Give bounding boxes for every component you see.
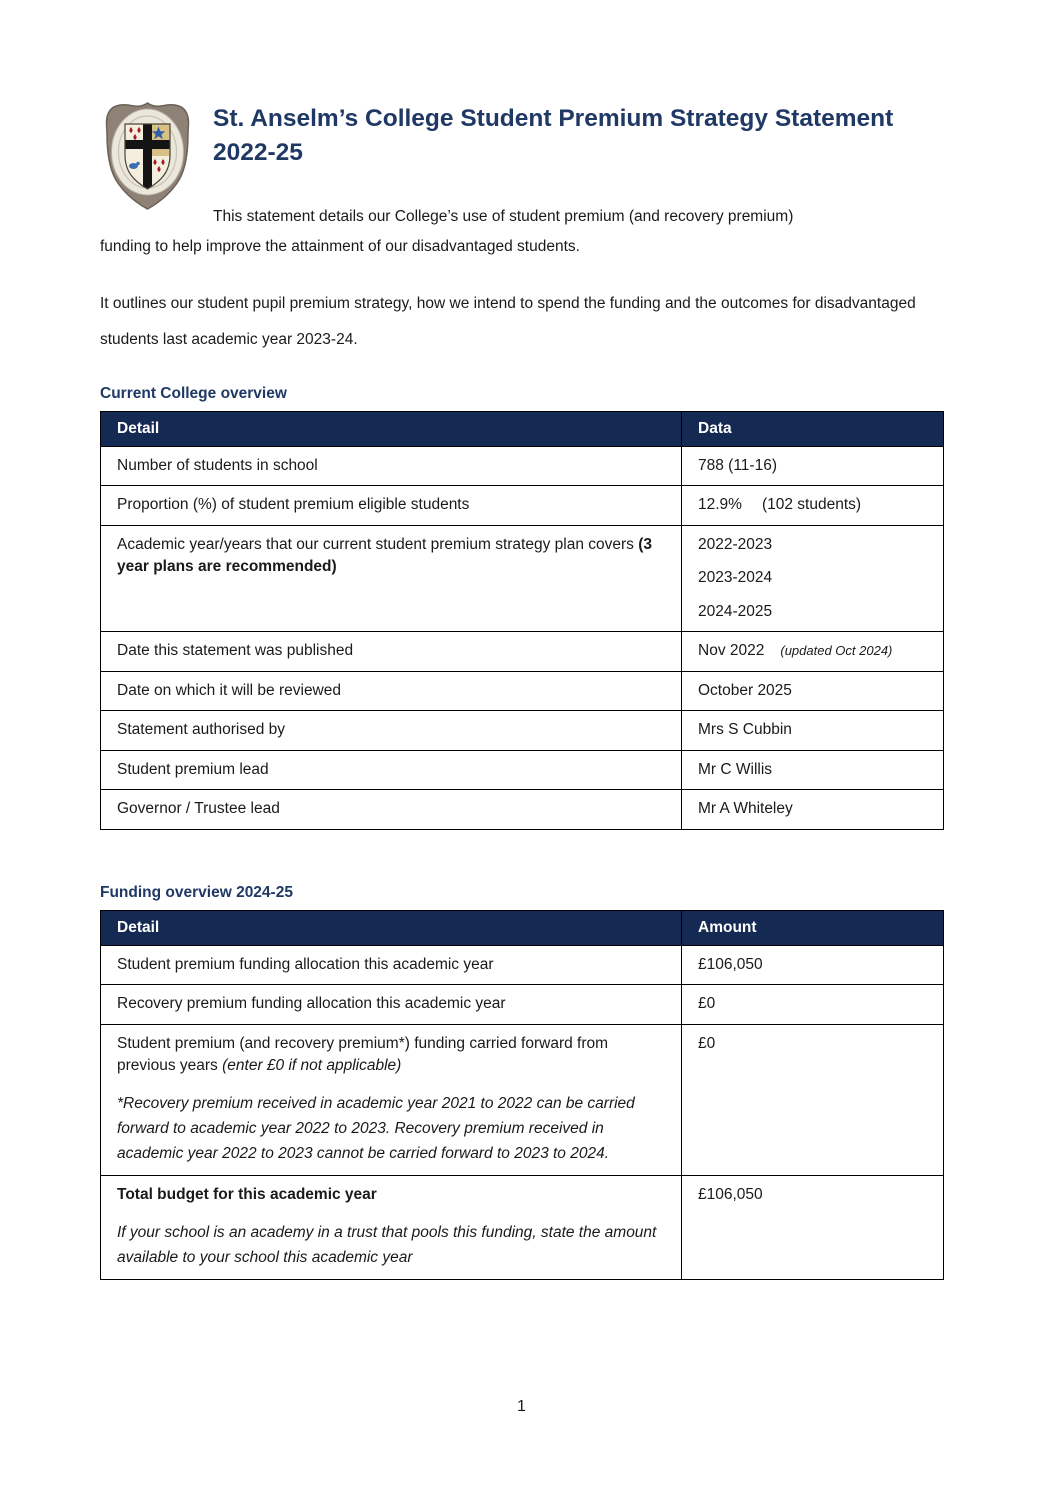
funding-overview-table xyxy=(100,910,944,1280)
detail-cell xyxy=(101,525,682,631)
college-crest-logo xyxy=(100,100,195,212)
table-row xyxy=(101,711,944,750)
data-note: (updated Oct 2024) xyxy=(780,643,893,659)
data-cell: October 2025 xyxy=(682,671,944,710)
detail-footnote: *Recovery premium received in academic year 2021 to 2022 can be carried forward to academic year 2022 to 2023. Recovery premium received in academic year 2022 to 2023 cannot be carried forward to 2023 to 2024. xyxy=(117,1095,635,1163)
data-value: 12.9% xyxy=(698,496,742,514)
detail-cell: Student premium lead xyxy=(101,750,682,789)
table-row xyxy=(101,1175,944,1279)
table-header-row xyxy=(101,910,944,945)
table-row xyxy=(101,671,944,710)
data-year-line: 2024-2025 xyxy=(698,602,773,620)
detail-main-text: Student premium (and recovery premium*) funding carried forward from previous years xyxy=(117,1034,609,1074)
column-header-detail: Detail xyxy=(101,910,682,945)
detail-italic-text: (enter £0 if not applicable) xyxy=(222,1056,402,1074)
title-line-1: St. Anselm’s College Student Premium Strategy Statement xyxy=(213,105,894,132)
title-line-2: 2022-25 xyxy=(213,138,303,166)
data-cell: Mrs S Cubbin xyxy=(682,711,944,750)
detail-cell: Statement authorised by xyxy=(101,711,682,750)
detail-cell: Governor / Trustee lead xyxy=(101,790,682,829)
table-row xyxy=(101,446,944,485)
column-header-detail: Detail xyxy=(101,411,682,446)
data-cell: Mr C Willis xyxy=(682,750,944,789)
table-row xyxy=(101,750,944,789)
college-overview-table xyxy=(100,411,944,830)
table-row xyxy=(101,486,944,525)
detail-bold-text: (3 year plans are recommended) xyxy=(117,535,652,576)
data-cell xyxy=(682,486,944,525)
detail-cell xyxy=(101,1175,682,1279)
data-year-line: 2023-2024 xyxy=(698,569,773,587)
detail-cell: Student premium funding allocation this academic year xyxy=(101,945,682,984)
table-row xyxy=(101,985,944,1024)
data-note: (102 students) xyxy=(761,496,862,514)
table-row xyxy=(101,790,944,829)
detail-cell: Proportion (%) of student premium eligible students xyxy=(101,486,682,525)
column-header-data: Data xyxy=(682,411,944,446)
intro-paragraph-2: It outlines our student pupil premium strategy, how we intend to spend the funding and the outcomes for disadvantaged students last academic year 2023-24. xyxy=(100,295,916,349)
page-title xyxy=(100,100,943,170)
data-cell: 788 (11-16) xyxy=(682,446,944,485)
detail-cell: Recovery premium funding allocation this academic year xyxy=(101,985,682,1024)
detail-cell xyxy=(101,1024,682,1175)
amount-cell: £0 xyxy=(682,1024,944,1175)
detail-text: Academic year/years that our current student premium strategy plan covers xyxy=(117,535,639,553)
table-row xyxy=(101,1024,944,1175)
detail-cell: Date on which it will be reviewed xyxy=(101,671,682,710)
amount-cell: £0 xyxy=(682,985,944,1024)
data-cell xyxy=(682,632,944,671)
data-cell xyxy=(682,525,944,631)
table-row xyxy=(101,945,944,984)
funding-section-heading: Funding overview 2024-25 xyxy=(100,883,293,901)
data-year-line: 2022-2023 xyxy=(698,535,773,553)
intro1-line1: This statement details our College’s use of student premium (and recovery premium) xyxy=(213,207,794,225)
detail-bold-text: Total budget for this academic year xyxy=(117,1185,377,1203)
column-header-amount: Amount xyxy=(682,910,944,945)
overview-section-heading: Current College overview xyxy=(100,384,287,402)
data-value: Nov 2022 xyxy=(698,642,765,660)
detail-cell: Date this statement was published xyxy=(101,632,682,671)
table-row xyxy=(101,632,944,671)
intro-paragraph-1 xyxy=(100,202,943,262)
table-row xyxy=(101,525,944,631)
amount-cell: £106,050 xyxy=(682,945,944,984)
data-cell: Mr A Whiteley xyxy=(682,790,944,829)
page-number: 1 xyxy=(517,1398,526,1415)
detail-cell: Number of students in school xyxy=(101,446,682,485)
table-header-row xyxy=(101,411,944,446)
detail-footnote: If your school is an academy in a trust that pools this funding, state the amount available to your school this academic year xyxy=(117,1224,657,1267)
crest-icon xyxy=(100,100,195,212)
detail-text xyxy=(117,1033,665,1078)
intro1-line2: funding to help improve the attainment of our disadvantaged students. xyxy=(100,237,580,255)
amount-cell: £106,050 xyxy=(682,1175,944,1279)
